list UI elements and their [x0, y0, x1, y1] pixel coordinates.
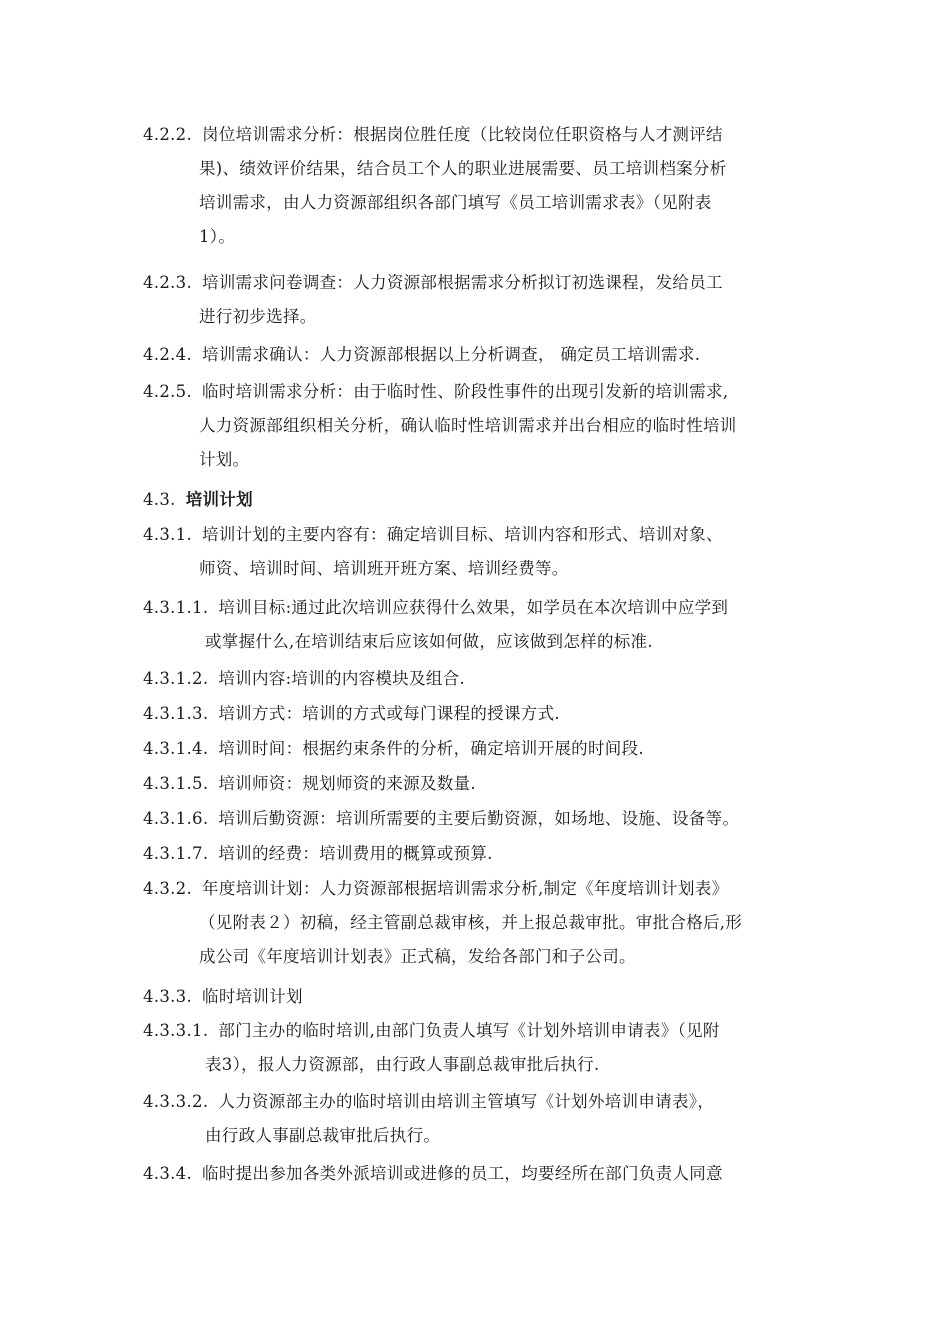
section-text-continued: 师资、培训时间、培训班开班方案、培训经费等。: [199, 559, 569, 578]
section-number: 4.2.3.: [143, 273, 193, 292]
section-heading: 培训计划: [185, 490, 253, 509]
section-text: 培训内容:培训的内容模块及组合.: [218, 669, 465, 688]
section-4-3-1-6: [143, 802, 823, 836]
section-4-2-5: [143, 375, 823, 477]
section-text-continued: 表3），报人力资源部，由行政人事副总裁审批后执行.: [205, 1055, 600, 1074]
section-number: 4.3.1.1.: [143, 598, 209, 617]
section-4-3-3-2: [143, 1085, 823, 1153]
section-number: 4.2.5.: [143, 382, 193, 401]
section-number: 4.3.: [143, 490, 176, 509]
section-text-continued: （见附表２）初稿，经主管副总裁审核，并上报总裁审批。审批合格后,形: [199, 913, 743, 932]
section-text: 培训方式：培训的方式或每门课程的授课方式.: [218, 704, 560, 723]
section-number: 4.3.4.: [143, 1164, 193, 1183]
section-4-3-1-4: [143, 732, 823, 766]
section-text: 培训后勤资源：培训所需要的主要后勤资源，如场地、设施、设备等。: [218, 809, 740, 828]
section-text-continued: 培训需求，由人力资源部组织各部门填写《员工培训需求表》（见附表: [199, 193, 712, 212]
section-text: 临时提出参加各类外派培训或进修的员工，均要经所在部门负责人同意: [202, 1164, 723, 1183]
section-4-3-4: [143, 1157, 823, 1191]
section-4-3-1-2: [143, 662, 823, 696]
section-number: 4.3.3.: [143, 987, 193, 1006]
section-number: 4.2.4.: [143, 345, 193, 364]
section-text-continued: 计划。: [199, 450, 250, 469]
section-4-3-2: [143, 872, 823, 974]
section-text: 人力资源部主办的临时培训由培训主管填写《计划外培训申请表》，: [218, 1092, 715, 1111]
section-number: 4.3.1.3.: [143, 704, 209, 723]
section-text: 培训目标:通过此次培训应获得什么效果，如学员在本次培训中应学到: [218, 598, 729, 617]
section-number: 4.3.1.: [143, 525, 193, 544]
section-text: 临时培训需求分析：由于临时性、阶段性事件的出现引发新的培训需求,: [202, 382, 729, 401]
section-text: 培训需求确认：人力资源部根据以上分析调查， 确定员工培训需求.: [202, 345, 701, 364]
section-text: 年度培训计划：人力资源部根据培训需求分析,制定《年度培训计划表》: [202, 879, 729, 898]
section-number: 4.3.1.2.: [143, 669, 209, 688]
section-4-3-3-1: [143, 1014, 823, 1082]
section-number: 4.2.2.: [143, 125, 193, 144]
section-4-3-1-3: [143, 697, 823, 731]
section-4-3-3: [143, 980, 823, 1014]
section-text: 临时培训计划: [202, 987, 303, 1006]
section-4-3-1-7: [143, 837, 823, 871]
section-text: 培训的经费：培训费用的概算或预算.: [218, 844, 493, 863]
section-4-2-3: [143, 266, 823, 334]
section-4-3-heading: [143, 483, 823, 517]
section-text-continued: 1）。: [199, 227, 236, 246]
section-4-3-1: [143, 518, 823, 586]
section-number: 4.3.1.7.: [143, 844, 209, 863]
section-text: 培训需求问卷调查：人力资源部根据需求分析拟订初选课程，发给员工: [202, 273, 723, 292]
section-text-continued: 由行政人事副总裁审批后执行。: [205, 1126, 441, 1145]
section-number: 4.3.3.2.: [143, 1092, 209, 1111]
section-4-3-1-1: [143, 591, 823, 659]
section-4-3-1-5: [143, 767, 823, 801]
section-text: 部门主办的临时培训,由部门负责人填写《计划外培训申请表》（见附: [218, 1021, 720, 1040]
section-number: 4.3.2.: [143, 879, 193, 898]
section-text-continued: 进行初步选择。: [199, 307, 317, 326]
section-text: 培训师资：规划师资的来源及数量.: [218, 774, 476, 793]
section-number: 4.3.3.1.: [143, 1021, 209, 1040]
section-4-2-4: [143, 338, 823, 372]
section-number: 4.3.1.6.: [143, 809, 209, 828]
section-text-continued: 成公司《年度培训计划表》正式稿，发给各部门和子公司。: [199, 947, 636, 966]
section-text: 岗位培训需求分析：根据岗位胜任度（比较岗位任职资格与人才测评结: [202, 125, 723, 144]
section-4-2-2: [143, 118, 823, 254]
section-number: 4.3.1.5.: [143, 774, 209, 793]
section-text: 培训时间：根据约束条件的分析，确定培训开展的时间段.: [218, 739, 644, 758]
section-number: 4.3.1.4.: [143, 739, 209, 758]
section-text-continued: 人力资源部组织相关分析，确认临时性培训需求并出台相应的临时性培训: [199, 416, 737, 435]
section-text-continued: 果)、绩效评价结果，结合员工个人的职业进展需要、员工培训档案分析: [199, 159, 727, 178]
section-text-continued: 或掌握什么,在培训结束后应该如何做，应该做到怎样的标准.: [205, 632, 653, 651]
section-text: 培训计划的主要内容有：确定培训目标、培训内容和形式、培训对象、: [202, 525, 723, 544]
